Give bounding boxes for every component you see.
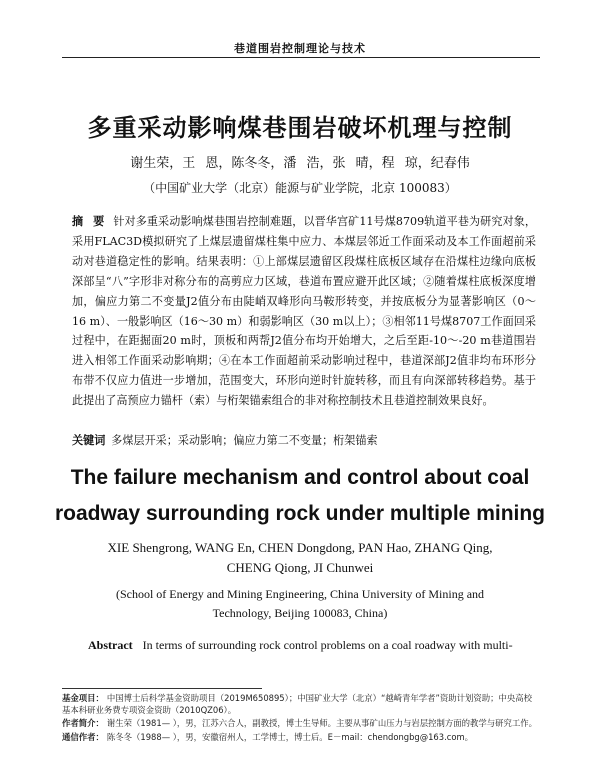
chinese-abstract-label: 摘 要 <box>72 215 108 228</box>
footnote-corresponding-text: 陈冬冬（1988— ），男，安徽宿州人，工学博士，博士后。E－mail：chendongbg@163.com。 <box>106 731 473 742</box>
footnote-rule <box>62 688 262 689</box>
chinese-affiliation: （中国矿业大学（北京）能源与矿业学院，北京 100083） <box>143 181 457 195</box>
footnote-corresponding-label: 通信作者： <box>62 731 104 742</box>
running-header: 巷道围岩控制理论与技术 <box>234 42 366 55</box>
chinese-keywords-text: 多煤层开采；采动影响；偏应力第二不变量；桁架锚索 <box>111 434 378 447</box>
english-abstract-label: Abstract <box>88 638 133 652</box>
footnotes <box>62 692 540 744</box>
english-abstract-text: In terms of surrounding rock control problems on a coal roadway with multi- <box>142 638 513 652</box>
header-rule <box>62 57 540 58</box>
footnote-corresponding-author <box>62 731 540 743</box>
footnote-author-bio <box>62 717 540 729</box>
chinese-abstract <box>72 212 536 411</box>
english-authors: XIE Shengrong, WANG En, CHEN Dongdong, PAN Hao, ZHANG Qing, CHENG Qiong, JI Chunwei <box>107 540 493 575</box>
english-title <box>0 460 600 532</box>
english-affiliation: (School of Energy and Mining Engineering, China University of Mining and Technology, Beijing 100083, China) <box>115 587 485 620</box>
english-title-line-1: The failure mechanism and control about coal <box>70 466 530 489</box>
footnote-funding-text: 中国博士后科学基金资助项目（2019M650895）；中国矿业大学（北京）“越崎青年学者”资助计划资助；中央高校基本科研业务费专项资金资助（2010QZ06）。 <box>62 693 532 716</box>
chinese-title: 多重采动影响煤巷围岩破坏机理与控制 <box>87 113 513 142</box>
footnote-author-bio-text: 谢生荣（1981— ），男，江苏六合人，副教授，博士生导师。主要从事矿山压力与岩层控制方面的教学与研究工作。 <box>106 718 538 729</box>
english-abstract <box>88 637 548 653</box>
footnote-author-bio-label: 作者简介： <box>62 718 104 729</box>
chinese-keywords <box>72 432 536 450</box>
footnote-funding-label: 基金项目： <box>62 693 104 703</box>
chinese-abstract-text: 针对多重采动影响煤巷围岩控制难题，以晋华宫矿11号煤8709轨道平巷为研究对象，采用FLAC3D模拟研究了上煤层遗留煤柱集中应力、本煤层邻近工作面采动及本工作面超前采动对巷道稳定性的影响。结果表明：①上部煤层遗留区段煤柱底板区域存在沿煤柱边缘向底板深部呈“八”字形非对称分布的高剪应力区域，巷道布置应避开此区域；②随着煤柱底板深度增加，偏应力第二不变量J2值分布由陡峭双峰形向马鞍形转变，并按底板分为显著影响区（0～16 m）、一般影响区（16～30 m）和弱影响区（30 m以上）；③相邻11号煤8707工作面回采过程中，在距掘面20 m时，顶板和两帮J2值分布均开始增大，之后至距-10～-20 m巷道围岩进入相邻工作面采动影响期；④在本工作面超前采动影响过程中，巷道深部J2值非均布环形分布带不仅应力值进一步增加，范围变大，环形向逆时针旋转移，而且有向深部转移趋势。基于此提出了高预应力锚杆（索）与桁架锚索组合的非对称控制技术且巷道控制效果良好。 <box>72 215 536 408</box>
footnote-funding <box>62 692 540 716</box>
chinese-authors: 谢生荣，王 恩，陈冬冬，潘 浩，张 晴，程 琼，纪春伟 <box>130 156 470 171</box>
english-title-line-2: roadway surrounding rock under multiple mining <box>54 502 546 525</box>
chinese-keywords-label: 关键词 <box>72 434 106 447</box>
